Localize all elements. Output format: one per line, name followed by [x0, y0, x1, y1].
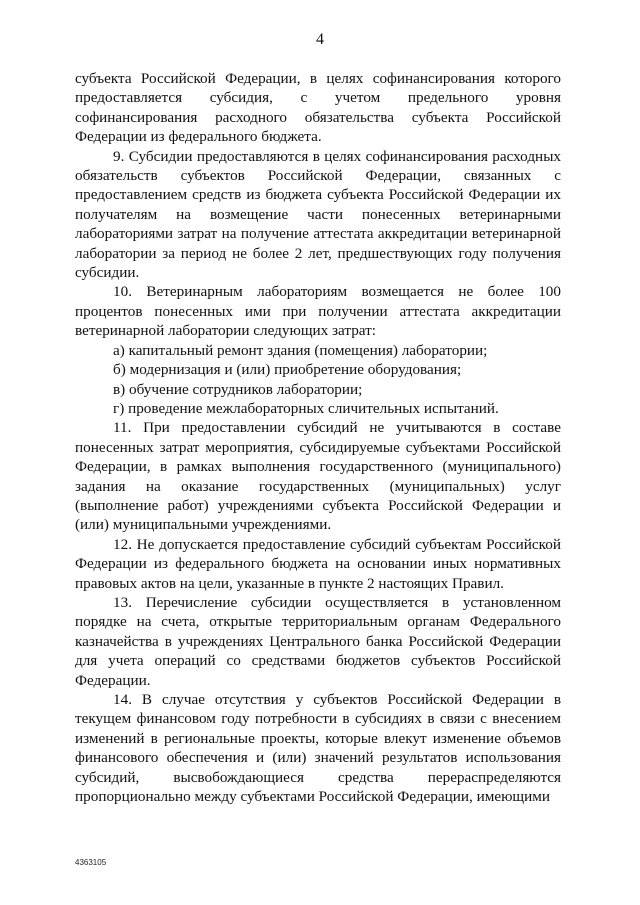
paragraph-11: 11. При предоставлении субсидий не учитываются в составе понесенных затрат мероприятия, субсидируемые субъектами Российской Федерации, в рамках выполнения государственного (муниципального) задания на оказание государственных (муниципальных) услуг (выполнение работ) учреждениями субъекта Российской Федерации и (или) муниципальными учреждениями.	[75, 419, 561, 534]
document-code: 4363105	[75, 858, 107, 867]
paragraph-13: 13. Перечисление субсидии осуществляется в установленном порядке на счета, открытые территориальным органам Федерального казначейства в учреждениях Центрального банка Российской Федерации для учета операций со средствами бюджетов субъектов Российской Федерации.	[75, 593, 561, 689]
list-item-v: в) обучение сотрудников лаборатории;	[113, 380, 363, 398]
document-body	[75, 69, 561, 806]
list-item-g: г) проведение межлабораторных сличительных испытаний.	[113, 399, 499, 417]
paragraph-10: 10. Ветеринарным лабораториям возмещается не более 100 процентов понесенных ими при получении аттестата аккредитации ветеринарной лаборатории следующих затрат:	[75, 283, 561, 340]
paragraph-12: 12. Не допускается предоставление субсидий субъектам Российской Федерации из федерального бюджета на основании иных нормативных правовых актов на цели, указанные в пункте 2 настоящих Правил.	[75, 535, 561, 592]
list-item-a: а) капитальный ремонт здания (помещения) лаборатории;	[113, 341, 488, 359]
paragraph-continuation: субъекта Российской Федерации, в целях софинансирования которого предоставляется субсидия, с учетом предельного уровня софинансирования расходного обязательства субъекта Российской Федерации из федерального бюджета.	[75, 70, 561, 146]
paragraph-14: 14. В случае отсутствия у субъектов Российской Федерации в текущем финансовом году потребности в субсидиях в связи с внесением изменений в региональные проекты, которые влекут изменение объемов финансового обеспечения и (или) значений результатов использования субсидий, высвобождающиеся средства перераспределяются пропорционально между субъектами Российской Федерации, имеющими	[75, 691, 561, 806]
list-item-b: б) модернизация и (или) приобретение оборудования;	[113, 361, 462, 379]
page-number: 4	[316, 31, 324, 48]
paragraph-9: 9. Субсидии предоставляются в целях софинансирования расходных обязательств субъектов Российской Федерации, связанных с предоставлением средств из бюджета субъекта Российской Федерации их получателям на возмещение части понесенных ветеринарными лабораториями затрат на получение аттестата аккредитации ветеринарной лаборатории за период не более 2 лет, предшествующих году получения субсидии.	[75, 147, 561, 282]
